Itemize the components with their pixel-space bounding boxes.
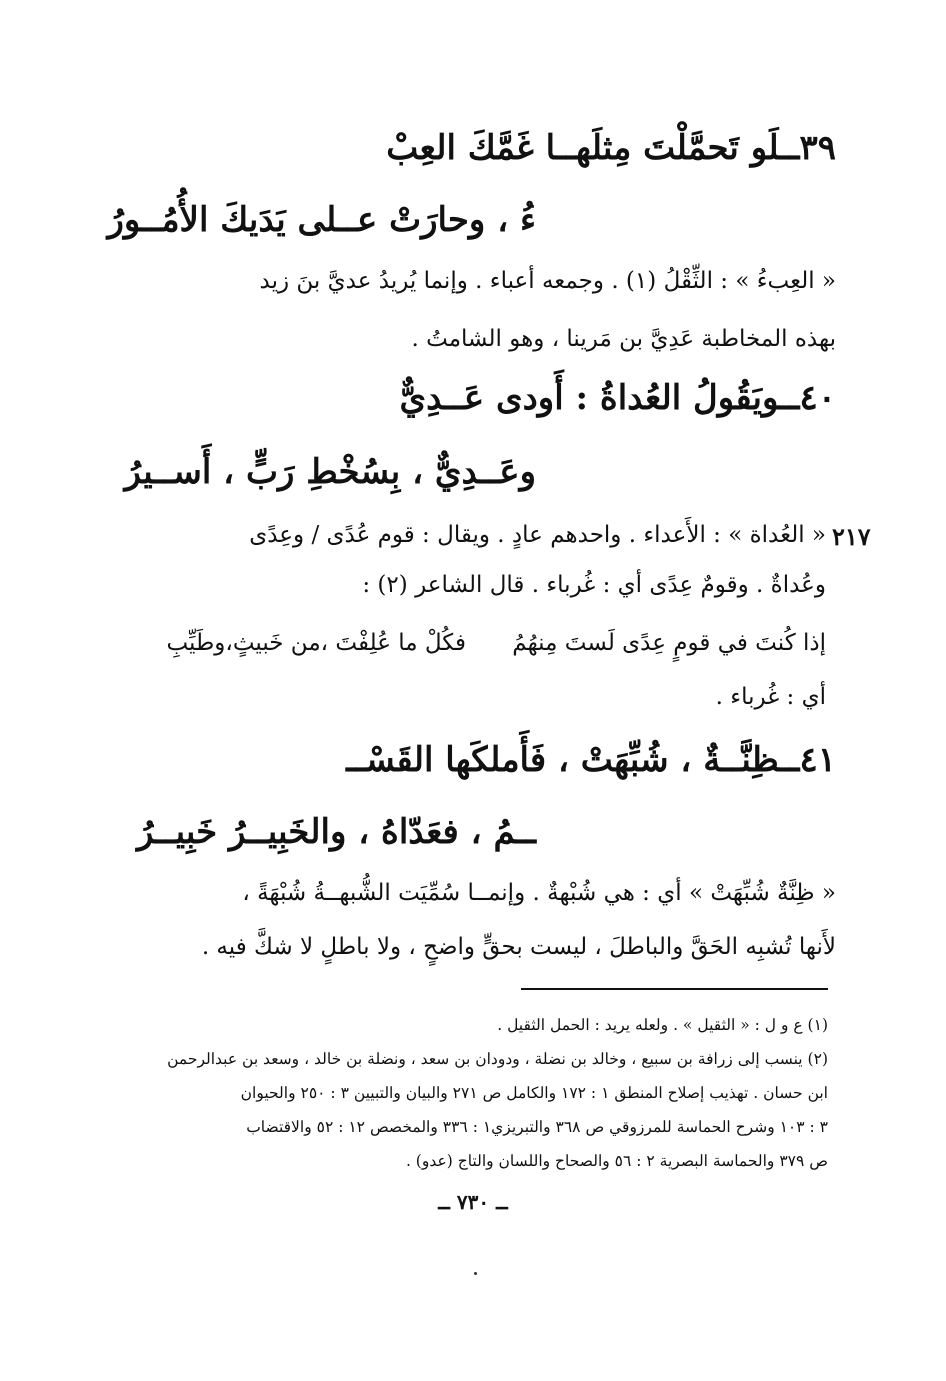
commentary-39-line-1: « العِبءُ » : الثِّقْلُ (١) . وجمعه أعباء . وإنما يُريدُ عديَّ بنَ زيد <box>259 268 836 294</box>
quoted-verse-second-hemistich: فكُلْ ما عُلِفْتَ ،من خَبيثٍ،وطَيِّبِ <box>166 630 466 656</box>
commentary-41-line-1: « ظِنَّةٌ شُبِّهَتْ » أي : هي شُبْهةٌ . وإنمــا سُمِّيَت الشُّبهــةُ شُبْهَةً ، <box>242 880 836 906</box>
commentary-41-line-2: لأَنها تُشبِه الحَقَّ والباطلَ ، ليست بحقٍّ واضحٍ ، ولا باطلٍ لا شكَّ فيه . <box>201 934 836 960</box>
footnote-2-line-2: ابن حسان . تهذيب إصلاح المنطق ١ : ١٧٢ والكامل ص ٢٧١ والبيان والتبيين ٣ : ٢٥٠ والحيوان <box>240 1084 828 1102</box>
verse-39-second-hemistich: ءُ ، وحارَتْ عــلى يَدَيكَ الأُمُــورُ <box>107 200 536 240</box>
scan-speck <box>474 1272 477 1275</box>
footnote-separator <box>521 988 828 990</box>
page-number: ــ ٧٣٠ ــ <box>438 1190 508 1214</box>
commentary-40-line-2: وعُداةٌ . وقومٌ عِدًى أي : غُرباء . قال الشاعر (٢) : <box>362 572 826 598</box>
verse-41-second-hemistich: ــمُ ، فعَدّاهُ ، والخَبِيــرُ خَبِيــرُ <box>136 812 536 852</box>
verse-41-first-hemistich: ٤١ــظِنَّــةٌ ، شُبِّهَتْ ، فَأَملكَها القَسْــ <box>346 740 836 780</box>
commentary-40-line-3: أي : غُرباء . <box>715 684 826 710</box>
commentary-40-line-1: « العُداة » : الأَعداء . واحدهم عادٍ . ويقال : قوم عُدًى / وعِدًى <box>249 522 826 548</box>
footnote-2-line-3: ٣ : ١٠٣ وشرح الحماسة للمرزوقي ص ٣٦٨ والتبريزي١ : ٣٣٦ والمخصص ١٢ : ٥٢ والاقتضاب <box>246 1118 828 1136</box>
footnote-2-line-1: (٢) ينسب إلى زرافة بن سبيع ، وخالد بن نضلة ، ودودان بن سعد ، ونضلة بن خالد ، وسعد بن عبدالرحمن <box>167 1050 828 1068</box>
footnote-2-line-4: ص ٣٧٩ والحماسة البصرية ٢ : ٥٦ والصحاح واللسان والتاج (عدو) . <box>405 1152 828 1170</box>
verse-40-second-hemistich: وعَــدِيٌّ ، بِسُخْطِ رَبٍّ ، أَســيرُ <box>124 452 536 492</box>
margin-number: ٢١٧ <box>832 522 871 551</box>
quoted-verse-first-hemistich: إذا كُنتَ في قومٍ عِدًى لَستَ مِنهُمُ <box>512 630 826 656</box>
verse-39-first-hemistich: ٣٩ــلَو تَحمَّلْتَ مِثلَهــا غَمَّكَ العِبْ <box>386 128 836 168</box>
commentary-39-line-2: بهذه المخاطبة عَدِيَّ بن مَرينا ، وهو الشامتُ . <box>411 326 836 352</box>
verse-40-first-hemistich: ٤٠ــويَقُولُ العُداةُ : أَودى عَــدِيٌّ <box>399 378 836 418</box>
footnote-1: (١) ع و ل : « الثقيل » . ولعله يريد : الحمل الثقيل . <box>497 1016 828 1034</box>
